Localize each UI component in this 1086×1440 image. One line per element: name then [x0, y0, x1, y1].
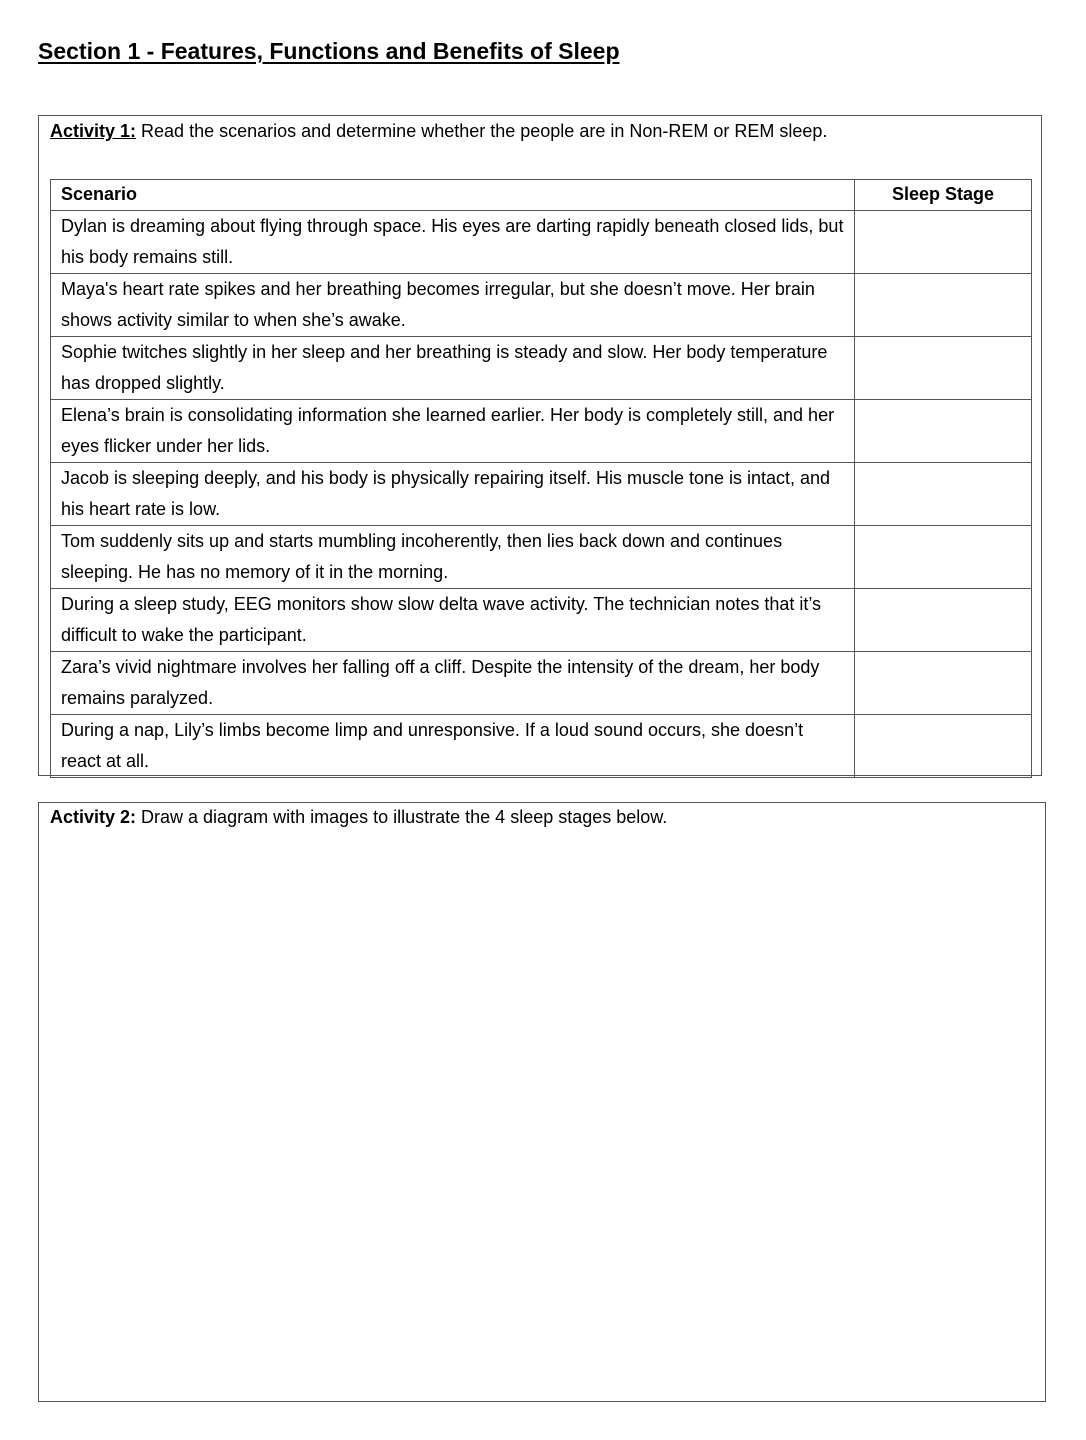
table-row [51, 400, 1032, 463]
activity-1-label: Activity 1: [50, 121, 137, 141]
sleep-stage-cell[interactable] [855, 274, 1032, 337]
activity-1-instruction-text: Read the scenarios and determine whether the people are in Non-REM or REM sleep. [136, 121, 828, 141]
table-row [51, 715, 1032, 778]
scenario-cell: Zara’s vivid nightmare involves her falling off a cliff. Despite the intensity of the dream, her body remains paralyzed. [51, 652, 855, 715]
sleep-stage-cell[interactable] [855, 400, 1032, 463]
header-scenario: Scenario [51, 180, 855, 211]
scenario-table [50, 179, 1032, 778]
table-row [51, 463, 1032, 526]
activity-2-instruction-text: Draw a diagram with images to illustrate the 4 sleep stages below. [136, 807, 668, 827]
scenario-cell: During a nap, Lily’s limbs become limp and unresponsive. If a loud sound occurs, she doesn’t react at all. [51, 715, 855, 778]
scenario-cell: Maya's heart rate spikes and her breathing becomes irregular, but she doesn’t move. Her brain shows activity similar to when she’s awake. [51, 274, 855, 337]
table-header-row [51, 180, 1032, 211]
activity-2-label: Activity 2: [50, 807, 137, 827]
sleep-stage-cell[interactable] [855, 526, 1032, 589]
scenario-cell: Elena’s brain is consolidating information she learned earlier. Her body is completely still, and her eyes flicker under her lids. [51, 400, 855, 463]
activity-2-instruction [50, 806, 667, 828]
table-row [51, 211, 1032, 274]
sleep-stage-cell[interactable] [855, 652, 1032, 715]
activity-1-box [38, 115, 1042, 776]
table-row [51, 652, 1032, 715]
scenario-cell: During a sleep study, EEG monitors show slow delta wave activity. The technician notes that it’s difficult to wake the participant. [51, 589, 855, 652]
sleep-stage-cell[interactable] [855, 589, 1032, 652]
sleep-stage-cell[interactable] [855, 337, 1032, 400]
activity-1-instruction [50, 120, 827, 142]
sleep-stage-cell[interactable] [855, 463, 1032, 526]
scenario-cell: Sophie twitches slightly in her sleep and her breathing is steady and slow. Her body temperature has dropped slightly. [51, 337, 855, 400]
table-row [51, 274, 1032, 337]
scenario-cell: Tom suddenly sits up and starts mumbling incoherently, then lies back down and continues sleeping. He has no memory of it in the morning. [51, 526, 855, 589]
activity-2-drawing-box[interactable] [38, 802, 1046, 1402]
table-row [51, 526, 1032, 589]
table-row [51, 589, 1032, 652]
sleep-stage-cell[interactable] [855, 715, 1032, 778]
scenario-cell: Dylan is dreaming about flying through space. His eyes are darting rapidly beneath closed lids, but his body remains still. [51, 211, 855, 274]
section-title: Section 1 - Features, Functions and Benefits of Sleep [38, 38, 620, 64]
sleep-stage-cell[interactable] [855, 211, 1032, 274]
scenario-cell: Jacob is sleeping deeply, and his body is physically repairing itself. His muscle tone is intact, and his heart rate is low. [51, 463, 855, 526]
table-row [51, 337, 1032, 400]
header-sleep-stage: Sleep Stage [855, 180, 1032, 211]
